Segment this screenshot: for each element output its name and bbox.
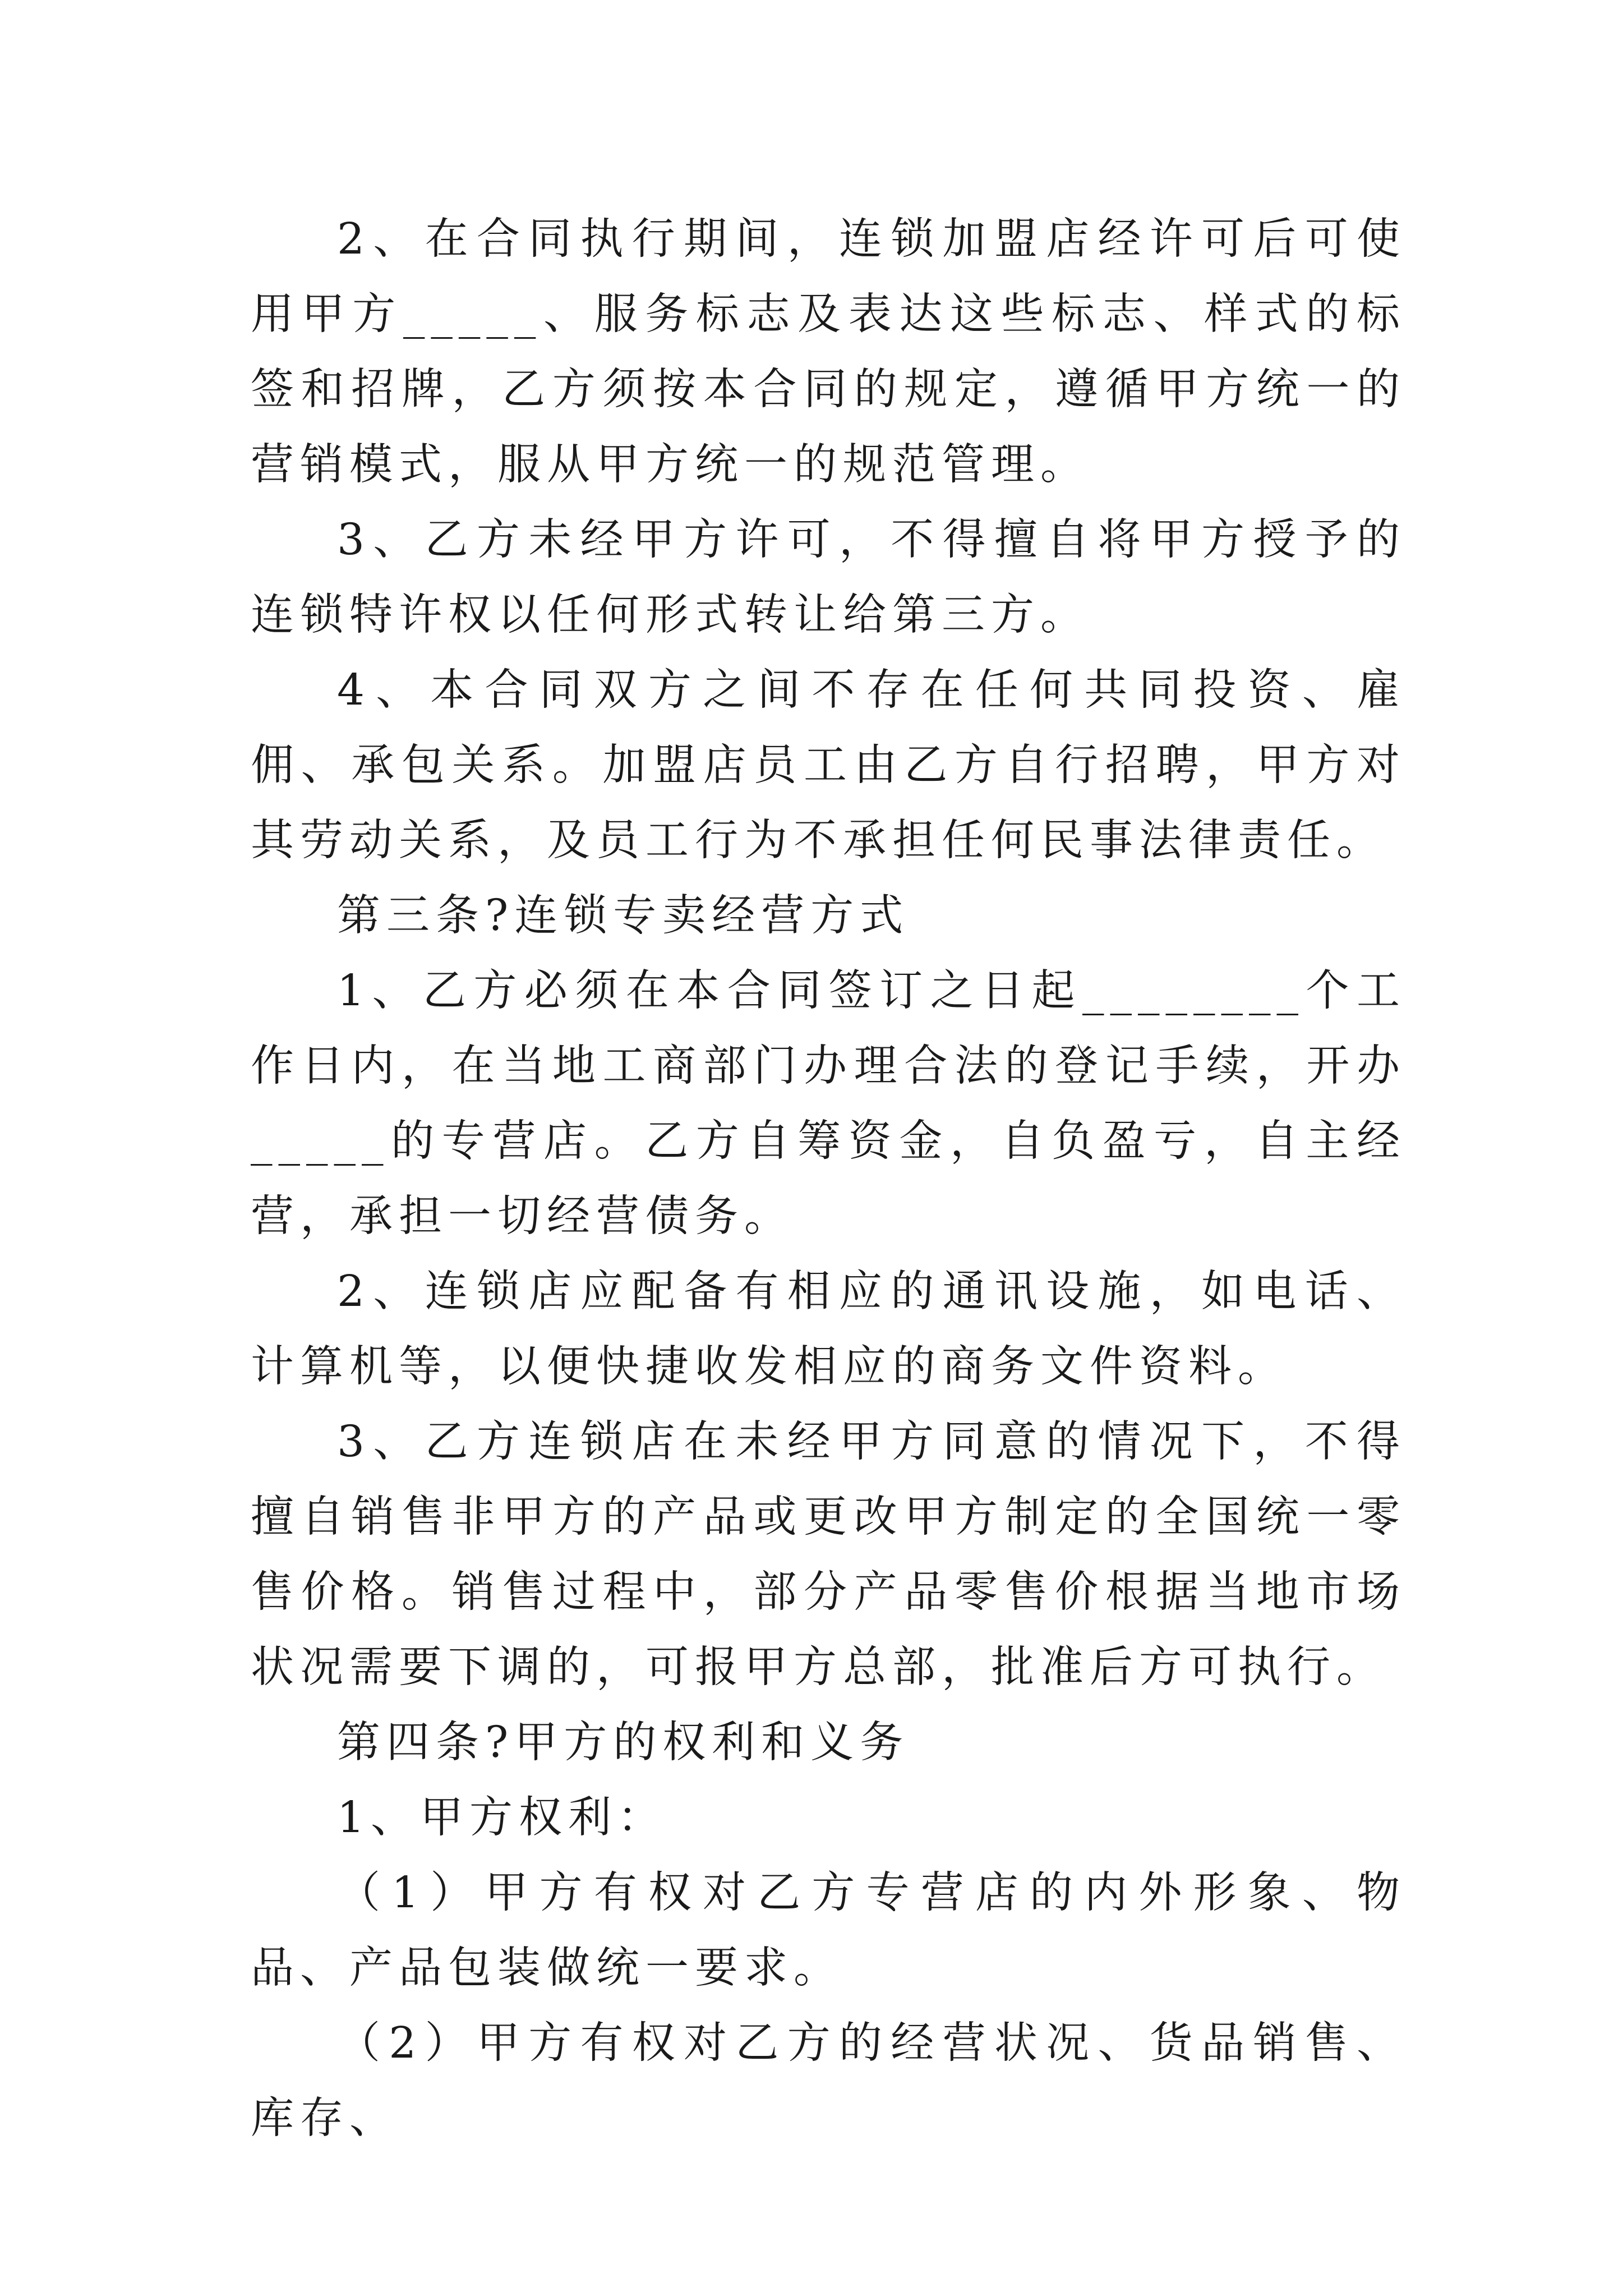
paragraph-clause-3-2: 2、连锁店应配备有相应的通讯设施，如电话、计算机等，以便快捷收发相应的商务文件资料。	[251, 1267, 1406, 1392]
paragraph-clause-4-1: 1、甲方权利：	[337, 1793, 667, 1843]
paragraph-clause-4-1-1: （1）甲方有权对乙方专营店的内外形象、物品、产品包装做统一要求。	[251, 1868, 1406, 1993]
paragraph-clause-2-3: 3、乙方未经甲方许可，不得擅自将甲方授予的连锁特许权以任何形式转让给第三方。	[251, 515, 1406, 640]
heading-article-4: 第四条?甲方的权利和义务	[337, 1718, 910, 1768]
heading-article-3: 第三条?连锁专卖经营方式	[337, 891, 910, 941]
paragraph-clause-3-1: 1、乙方必须在本合同签订之日起________个工作日内，在当地工商部门办理合法的登记手续，开办_____的专营店。乙方自筹资金，自负盈亏，自主经营，承担一切经营债务。	[251, 966, 1406, 1241]
paragraph-clause-3-3: 3、乙方连锁店在未经甲方同意的情况下，不得擅自销售非甲方的产品或更改甲方制定的全国统一零售价格。销售过程中，部分产品零售价根据当地市场状况需要下调的，可报甲方总部，批准后方可执行。	[251, 1417, 1406, 1692]
paragraph-clause-2-4: 4、本合同双方之间不存在任何共同投资、雇佣、承包关系。加盟店员工由乙方自行招聘，甲方对其劳动关系，及员工行为不承担任何民事法律责任。	[251, 665, 1406, 866]
paragraph-clause-2-2: 2、在合同执行期间，连锁加盟店经许可后可使用甲方_____、服务标志及表达这些标志、样式的标签和招牌，乙方须按本合同的规定，遵循甲方统一的营销模式，服从甲方统一的规范管理。	[251, 214, 1406, 490]
document-body	[251, 202, 1406, 2156]
paragraph-clause-4-1-2: （2）甲方有权对乙方的经营状况、货品销售、库存、	[251, 2018, 1406, 2143]
